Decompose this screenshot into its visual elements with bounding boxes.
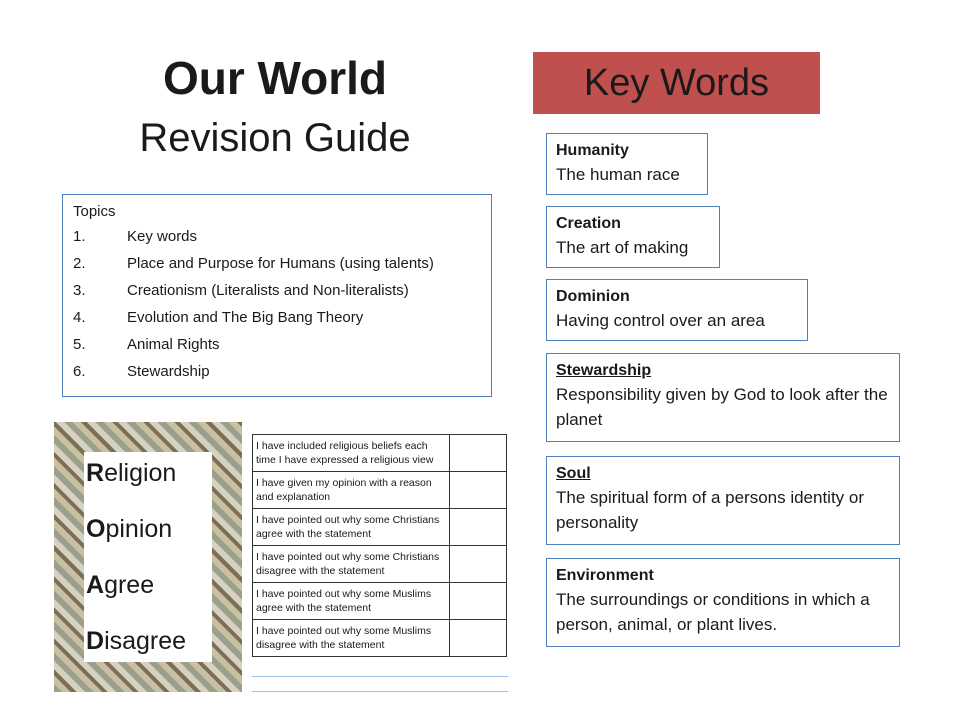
checklist-checkbox[interactable] [450,583,507,620]
topic-item [73,304,481,331]
key-word-definition: The spiritual form of a persons identity or personality [556,488,865,532]
rod-acronym-frame [54,422,242,692]
key-word-card [546,353,900,442]
topic-number: 2. [73,255,86,272]
key-word-term: Humanity [556,142,629,159]
key-word-definition: The human race [556,165,680,184]
topic-number: 6. [73,363,86,380]
checklist-statement: I have included religious beliefs each time I have expressed a religious view [253,435,450,472]
rod-word [86,626,186,656]
page-subtitle: Revision Guide [139,116,411,160]
rod-initial: D [86,627,105,655]
title-block [120,50,430,164]
topic-item [73,250,481,277]
topic-text: Place and Purpose for Humans (using talents) [127,255,434,272]
rod-initial: O [86,515,106,543]
topic-text: Creationism (Literalists and Non-literalists) [127,282,409,299]
key-word-card [546,206,720,268]
topics-heading: Topics [73,203,116,220]
checklist-statement: I have pointed out why some Muslims agree with the statement [253,583,450,620]
topic-number: 4. [73,309,86,326]
checklist-row [253,435,507,472]
key-word-definition: The art of making [556,238,689,257]
rod-initial: A [86,571,105,599]
checklist-row [253,472,507,509]
key-word-definition: Responsibility given by God to look after the planet [556,385,888,429]
rod-rest: eligion [104,459,177,487]
checklist-checkbox[interactable] [450,620,507,657]
topic-item [73,331,481,358]
topic-text: Key words [127,228,198,245]
key-word-term: Environment [556,567,654,584]
key-word-term: Creation [556,215,621,232]
self-assessment-checklist [252,434,507,657]
key-word-card [546,456,900,545]
key-word-definition: Having control over an area [556,311,765,330]
checklist-checkbox[interactable] [450,509,507,546]
topic-number: 5. [73,336,86,353]
page-title: Our World [162,52,388,104]
key-words-banner: Key Words [533,52,820,114]
checklist-statement: I have given my opinion with a reason and explanation [253,472,450,509]
topic-item [73,223,481,250]
topic-number: 1. [73,228,86,245]
rod-word [86,570,154,600]
rod-rest: pinion [105,515,173,543]
checklist-row [253,583,507,620]
key-word-card [546,279,808,341]
checklist-statement: I have pointed out why some Christians disagree with the statement [253,546,450,583]
checklist-statement: I have pointed out why some Christians agree with the statement [253,509,450,546]
key-word-definition: The surroundings or conditions in which a person, animal, or plant lives. [556,590,870,634]
checklist-row [253,620,507,657]
key-word-card [546,133,708,195]
topic-item [73,277,481,304]
checklist-row [253,509,507,546]
rod-word [86,514,172,544]
rod-word [86,458,176,488]
key-word-card [546,558,900,647]
topic-text: Animal Rights [127,336,220,353]
rod-initial: R [86,459,105,487]
key-word-term: Stewardship [556,362,652,379]
topic-text: Stewardship [127,363,210,380]
key-word-term: Dominion [556,288,630,305]
topic-item [73,358,481,385]
checklist-checkbox[interactable] [450,435,507,472]
key-word-term: Soul [556,465,591,482]
checklist-checkbox[interactable] [450,472,507,509]
topic-number: 3. [73,282,86,299]
rod-rest: isagree [104,627,187,655]
ruled-lines [252,676,508,692]
topic-text: Evolution and The Big Bang Theory [127,309,364,326]
checklist-row [253,546,507,583]
checklist-checkbox[interactable] [450,546,507,583]
topics-box [62,194,492,397]
rod-rest: gree [104,571,155,599]
checklist-statement: I have pointed out why some Muslims disagree with the statement [253,620,450,657]
